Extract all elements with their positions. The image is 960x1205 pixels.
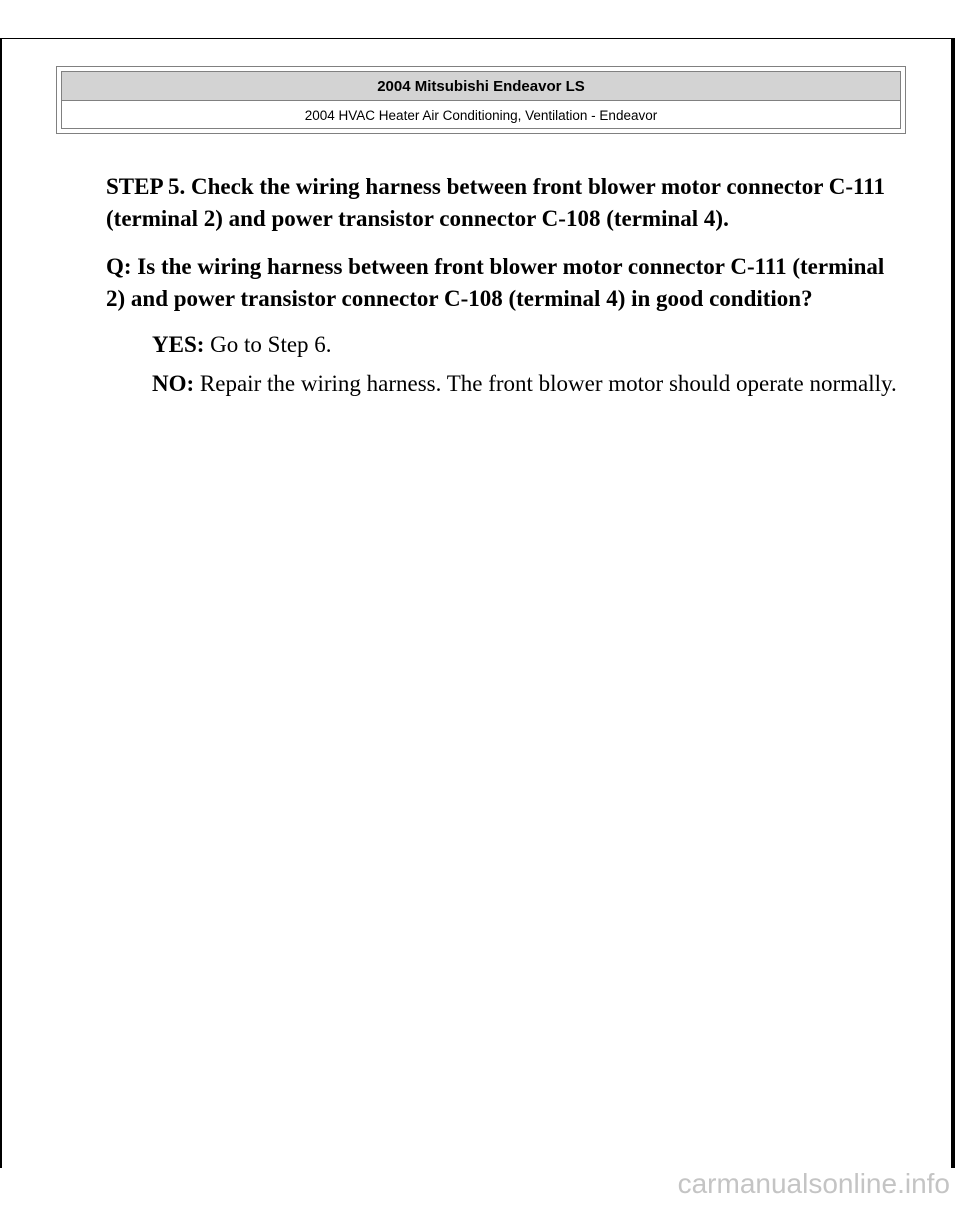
document-subtitle: 2004 HVAC Heater Air Conditioning, Ventilation - Endeavor bbox=[304, 108, 658, 123]
question: Q: Is the wiring harness between front blower motor connector C-111 (terminal 2) and power transistor connector C-108 (terminal 4) in good condition? bbox=[106, 254, 885, 311]
step-heading: STEP 5. Check the wiring harness between front blower motor connector C-111 (terminal 2) and power transistor connector C-108 (terminal 4). bbox=[106, 174, 885, 231]
answers bbox=[152, 329, 906, 399]
page-frame-right bbox=[951, 38, 955, 1168]
answer-yes bbox=[152, 329, 906, 360]
page-frame-top bbox=[0, 38, 955, 39]
page-frame-left bbox=[0, 38, 2, 1168]
document-title: 2004 Mitsubishi Endeavor LS bbox=[62, 72, 900, 101]
answer-yes-label: YES: bbox=[152, 332, 205, 357]
document-header bbox=[56, 66, 906, 134]
document-header-inner bbox=[61, 71, 901, 129]
answer-no-label: NO: bbox=[152, 371, 195, 396]
answer-yes-text: Go to Step 6. bbox=[204, 332, 332, 357]
answer-no-text: Repair the wiring harness. The front blower motor should operate normally. bbox=[194, 371, 897, 396]
document-body bbox=[106, 171, 906, 407]
watermark: carmanualsonline.info bbox=[677, 1168, 950, 1199]
answer-no bbox=[152, 368, 906, 399]
